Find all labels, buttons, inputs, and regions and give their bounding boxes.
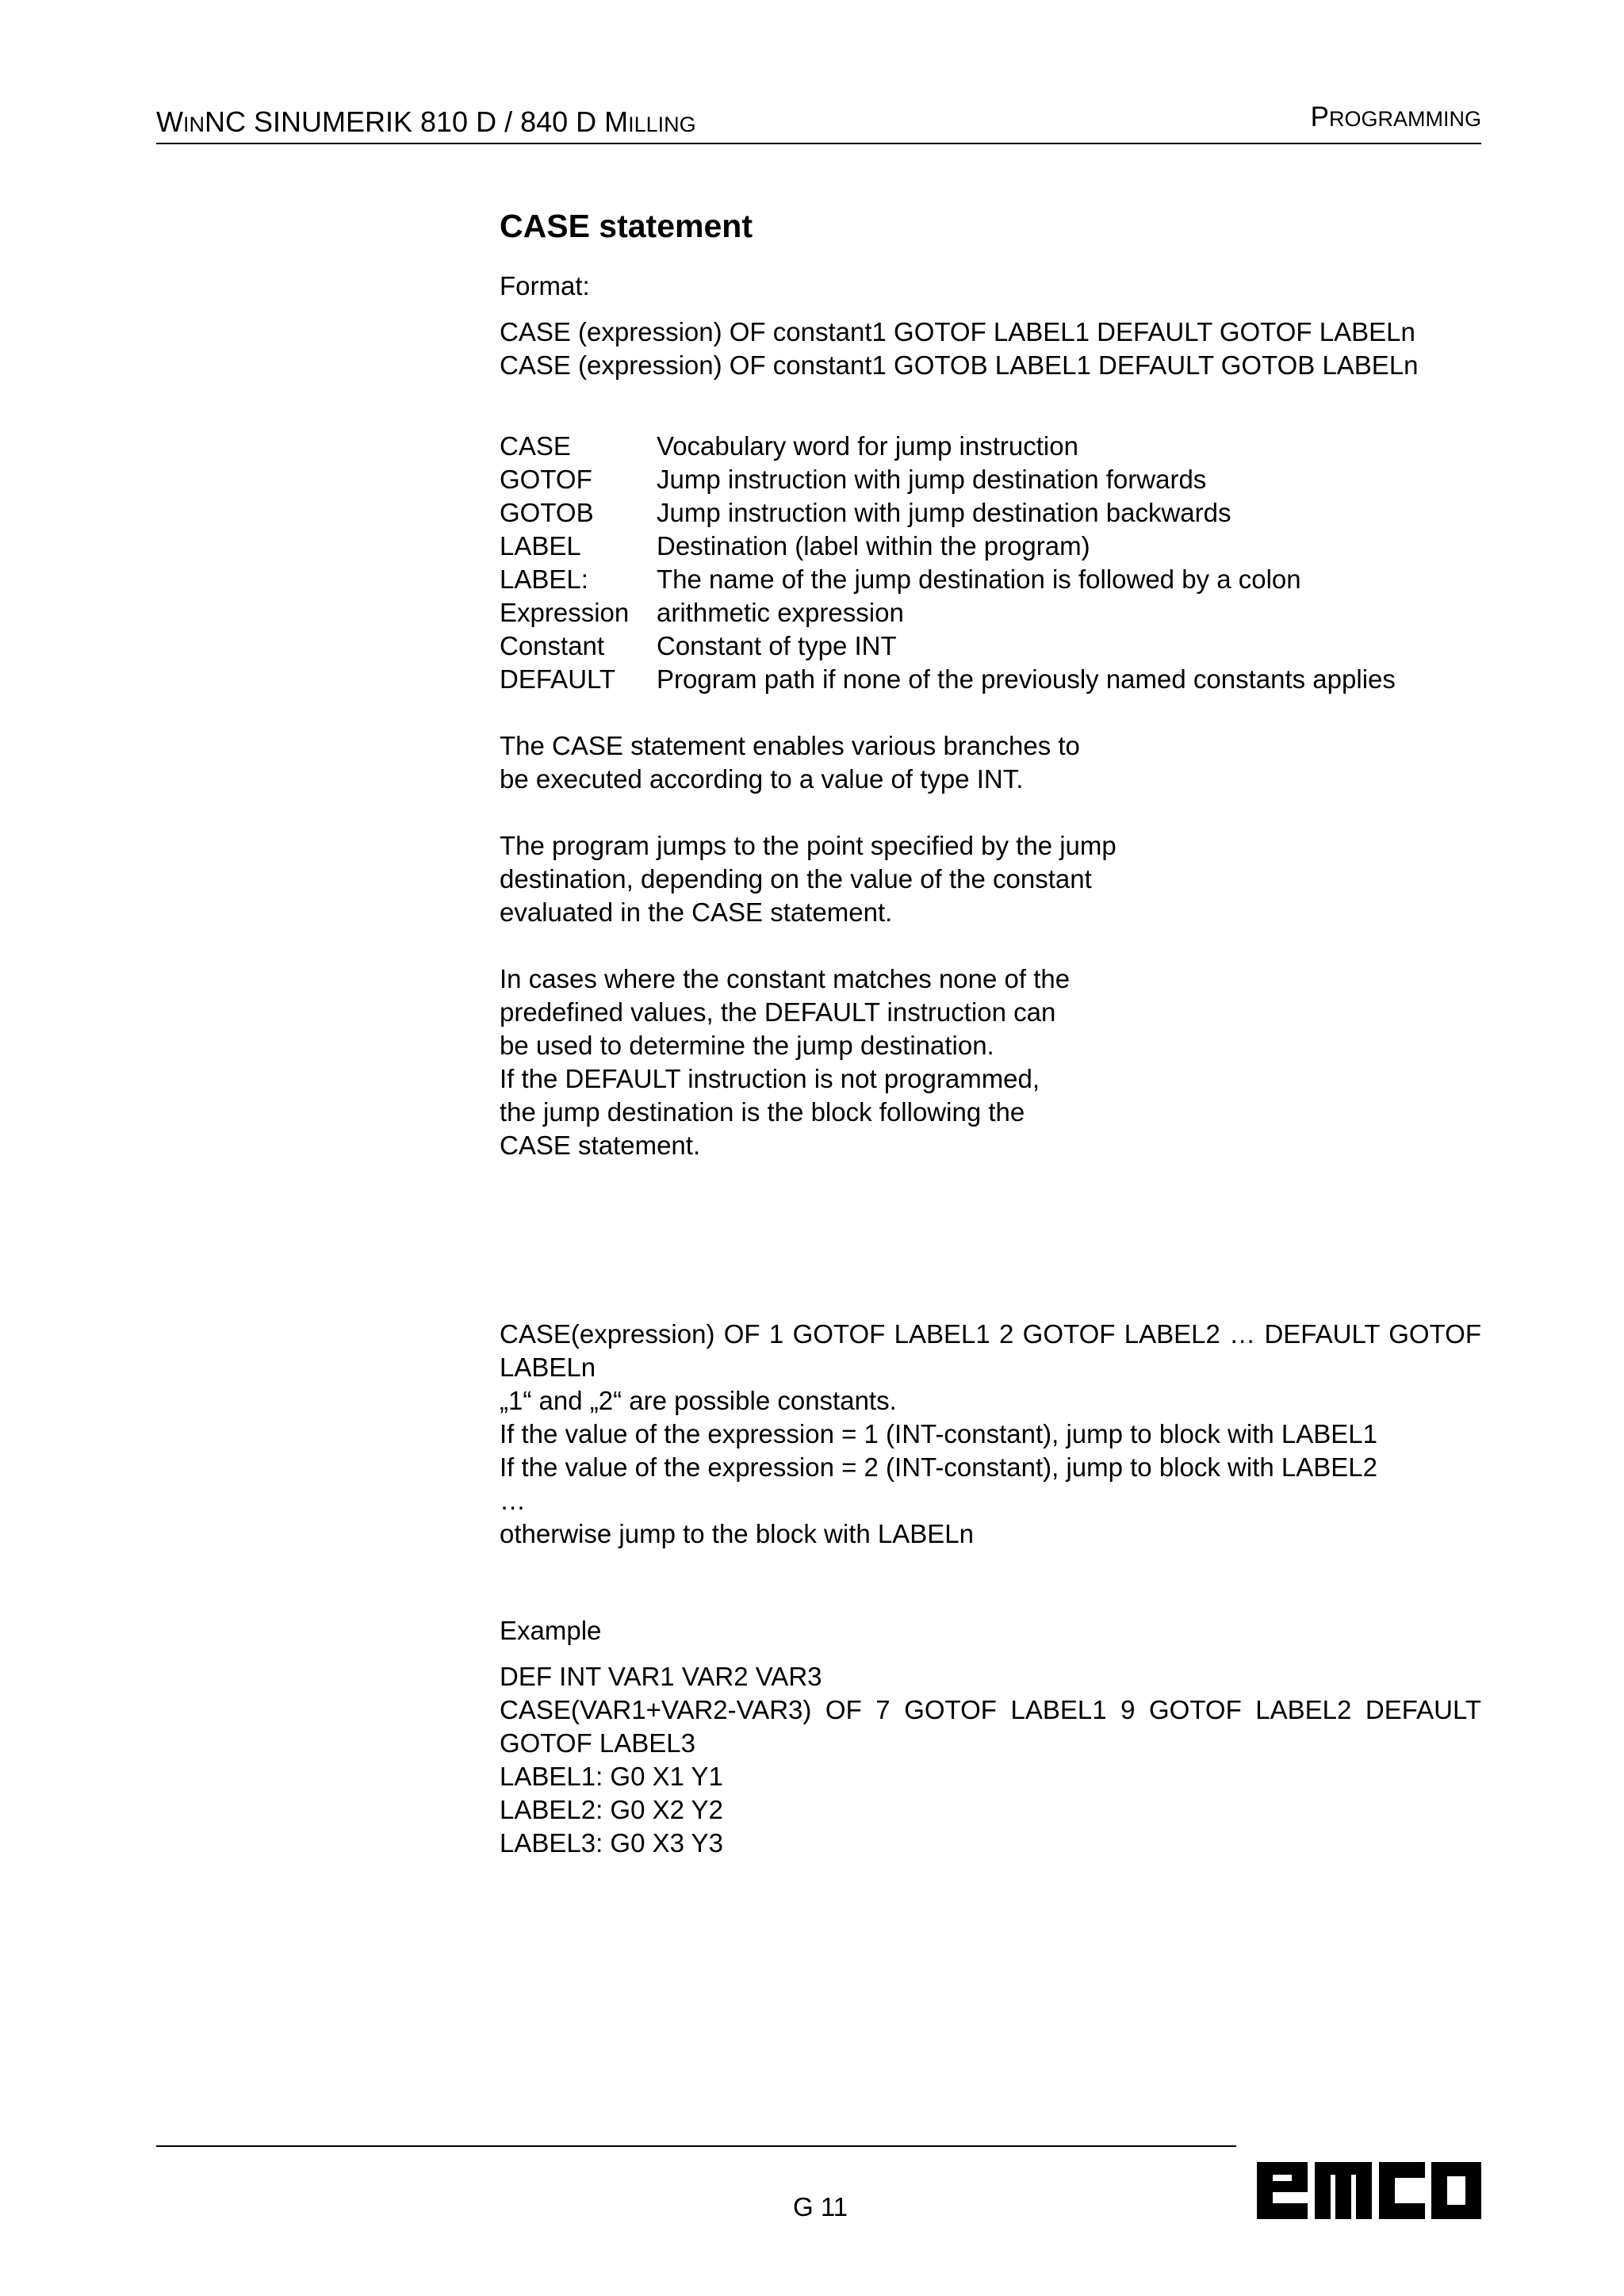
definition-desc: Constant of type INT [657, 631, 897, 660]
format-label: Format: [500, 271, 590, 300]
definition-desc: The name of the jump destination is followed by a colon [657, 564, 1301, 594]
explanation-line: If the value of the expression = 2 (INT-constant), jump to block with LABEL2 [500, 1452, 1377, 1482]
case-syntax-example: CASE(expression) OF 1 GOTOF LABEL1 2 GOTOF LABEL2 … DEFAULT GOTOF LABELn [500, 1319, 1481, 1382]
definition-term: GOTOF [500, 465, 592, 494]
definition-term: Constant [500, 631, 605, 660]
definition-desc: Vocabulary word for jump instruction [657, 431, 1078, 461]
paragraph-line: be executed according to a value of type INT. [500, 764, 1024, 794]
format-line: CASE (expression) OF constant1 GOTOF LABEL1 DEFAULT GOTOF LABELn [500, 317, 1415, 346]
definition-term: LABEL: [500, 564, 588, 594]
page-content [500, 202, 1481, 1860]
page-number: G 11 [793, 2192, 848, 2221]
paragraph-line: The CASE statement enables various branches to [500, 731, 1080, 760]
example-code-line: CASE(VAR1+VAR2-VAR3) OF 7 GOTOF LABEL1 9 GOTOF LABEL2 DEFAULT GOTOF LABEL3 [500, 1695, 1481, 1758]
emco-logo [1257, 2143, 1481, 2219]
example-code-line: LABEL2: G0 X2 Y2 [500, 1795, 723, 1824]
header-section-part: ROGRAMMING [1329, 107, 1481, 131]
paragraph-line: In cases where the constant matches none of the [500, 964, 1071, 993]
footer-divider [156, 2145, 1236, 2147]
example-code-line: DEF INT VAR1 VAR2 VAR3 [500, 1662, 822, 1691]
explanation-line: „1“ and „2“ are possible constants. [500, 1386, 897, 1415]
header-title-part: ILLING [628, 113, 696, 136]
definition-term: CASE [500, 431, 571, 461]
document-header-section [1311, 100, 1481, 136]
header-divider [156, 143, 1481, 144]
explanation-line: … [500, 1486, 526, 1515]
paragraph-line: evaluated in the CASE statement. [500, 897, 893, 927]
document-header-title [156, 105, 696, 142]
definition-term: LABEL [500, 531, 581, 561]
definition-desc: arithmetic expression [657, 598, 904, 627]
header-section-part: P [1310, 101, 1329, 132]
paragraph-line: the jump destination is the block following the [500, 1097, 1025, 1127]
format-line: CASE (expression) OF constant1 GOTOB LABEL1 DEFAULT GOTOB LABELn [500, 350, 1419, 380]
paragraph-line: The program jumps to the point specified by the jump [500, 831, 1116, 860]
paragraph-line: If the DEFAULT instruction is not programmed, [500, 1064, 1040, 1093]
definition-term: Expression [500, 598, 630, 627]
example-label: Example [500, 1616, 602, 1645]
explanation-line: otherwise jump to the block with LABELn [500, 1519, 974, 1548]
header-title-part: IN [182, 113, 205, 136]
explanation-line: If the value of the expression = 1 (INT-constant), jump to block with LABEL1 [500, 1419, 1377, 1448]
section-title: CASE statement [500, 208, 753, 244]
paragraph [500, 962, 1481, 1162]
paragraph-line: predefined values, the DEFAULT instruction can [500, 997, 1056, 1027]
paragraph [500, 829, 1481, 929]
header-title-part: W [156, 105, 183, 138]
definition-desc: Destination (label within the program) [657, 531, 1090, 561]
example-code-line: LABEL1: G0 X1 Y1 [500, 1762, 723, 1791]
paragraph-line: destination, depending on the value of the constant [500, 864, 1092, 894]
definitions-list [500, 430, 1481, 696]
definition-term: GOTOB [500, 498, 594, 527]
header-title-part: NC SINUMERIK 810 D / 840 D M [204, 105, 629, 138]
paragraph-line: CASE statement. [500, 1131, 701, 1160]
definition-term: DEFAULT [500, 664, 616, 694]
definition-desc: Jump instruction with jump destination backwards [657, 498, 1231, 527]
definition-desc: Jump instruction with jump destination forwards [657, 465, 1207, 494]
paragraph-line: be used to determine the jump destination. [500, 1031, 994, 1060]
example-code-line: LABEL3: G0 X3 Y3 [500, 1828, 723, 1858]
paragraph [500, 729, 1481, 796]
definition-desc: Program path if none of the previously named constants applies [657, 664, 1396, 694]
